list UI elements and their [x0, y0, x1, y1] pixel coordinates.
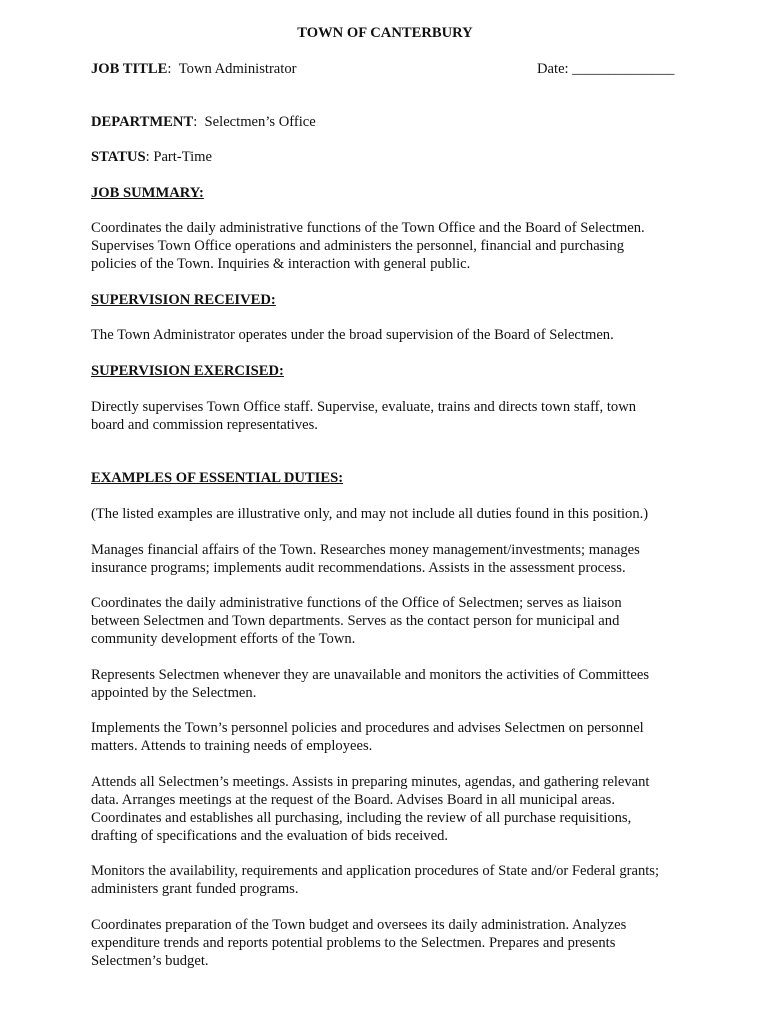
supervision-exercised-paragraph	[91, 398, 691, 434]
paragraph-line: data. Arranges meetings at the request of the Board. Advises Board in all municipal areas.	[91, 792, 616, 808]
colon-separator: :	[167, 61, 179, 77]
supervision-received-paragraph	[91, 326, 691, 344]
paragraph-line: policies of the Town. Inquiries & interaction with general public.	[91, 256, 471, 272]
duty-paragraph	[91, 594, 691, 648]
date-label: Date:	[537, 61, 569, 77]
paragraph-line: Supervises Town Office operations and administers the personnel, financial and purchasing	[91, 238, 624, 254]
duty-paragraph	[91, 541, 691, 577]
paragraph-line: Implements the Town’s personnel policies and procedures and advises Selectmen on personnel	[91, 720, 644, 736]
duty-paragraph	[91, 666, 691, 702]
paragraph-line: Represents Selectmen whenever they are unavailable and monitors the activities of Committees	[91, 667, 650, 683]
paragraph-line: between Selectmen and Town departments. Serves as the contact person for municipal and	[91, 613, 620, 629]
duty-paragraph	[91, 773, 691, 845]
paragraph-line: matters. Attends to training needs of employees.	[91, 738, 373, 754]
department-value: Selectmen’s Office	[204, 114, 316, 130]
job-summary-paragraph	[91, 219, 691, 273]
status-label: STATUS	[91, 149, 146, 165]
paragraph-line: Coordinates preparation of the Town budget and oversees its daily administration. Analyzes	[91, 917, 627, 933]
department-label: DEPARTMENT	[91, 114, 194, 130]
paragraph-line: Selectmen’s budget.	[91, 953, 209, 969]
duty-paragraph	[91, 916, 691, 970]
paragraph-line: expenditure trends and reports potential problems to the Selectmen. Prepares and presents	[91, 935, 616, 951]
section-heading-supervision-received: SUPERVISION RECEIVED:	[91, 292, 276, 308]
paragraph-line: Coordinates the daily administrative functions of the Town Office and the Board of Selectmen.	[91, 220, 645, 236]
section-heading-essential-duties: EXAMPLES OF ESSENTIAL DUTIES:	[91, 470, 344, 486]
date-line	[537, 60, 674, 78]
paragraph-line: Coordinates the daily administrative functions of the Office of Selectmen; serves as liaison	[91, 595, 622, 611]
job-title-value: Town Administrator	[178, 61, 297, 77]
status-line	[91, 148, 212, 166]
section-heading-supervision-exercised: SUPERVISION EXERCISED:	[91, 363, 284, 379]
department-line	[91, 113, 316, 131]
paragraph-line: community development efforts of the Town.	[91, 631, 356, 647]
paragraph-line: Coordinates and establishes all purchasing, including the review of all purchase requisitions,	[91, 810, 632, 826]
duty-paragraph	[91, 719, 691, 755]
paragraph-line: insurance programs; implements audit recommendations. Assists in the assessment process.	[91, 560, 626, 576]
paragraph-line: Directly supervises Town Office staff. Supervise, evaluate, trains and directs town staff, town	[91, 399, 637, 415]
colon-separator: :	[193, 114, 205, 130]
duty-paragraph	[91, 862, 691, 898]
colon-separator: :	[145, 149, 154, 165]
paragraph-line: appointed by the Selectmen.	[91, 685, 257, 701]
paragraph-line: Manages financial affairs of the Town. Researches money management/investments; manages	[91, 542, 640, 558]
duty-paragraph	[91, 505, 691, 523]
status-value: Part-Time	[153, 149, 212, 165]
paragraph-line: Monitors the availability, requirements and application procedures of State and/or Federal grants;	[91, 863, 660, 879]
job-title-line	[91, 60, 297, 78]
page-title: TOWN OF CANTERBURY	[297, 25, 473, 41]
paragraph-line: administers grant funded programs.	[91, 881, 299, 897]
paragraph-line: drafting of specifications and the evaluation of bids received.	[91, 828, 449, 844]
paragraph-line: Attends all Selectmen’s meetings. Assists in preparing minutes, agendas, and gathering relevant	[91, 774, 650, 790]
paragraph-line: board and commission representatives.	[91, 417, 318, 433]
paragraph-line: The Town Administrator operates under the broad supervision of the Board of Selectmen.	[91, 327, 614, 343]
paragraph-line: (The listed examples are illustrative only, and may not include all duties found in this position.)	[91, 506, 649, 522]
section-heading-job-summary: JOB SUMMARY:	[91, 185, 204, 201]
job-title-label: JOB TITLE	[91, 61, 168, 77]
date-blank: ______________	[572, 61, 675, 77]
